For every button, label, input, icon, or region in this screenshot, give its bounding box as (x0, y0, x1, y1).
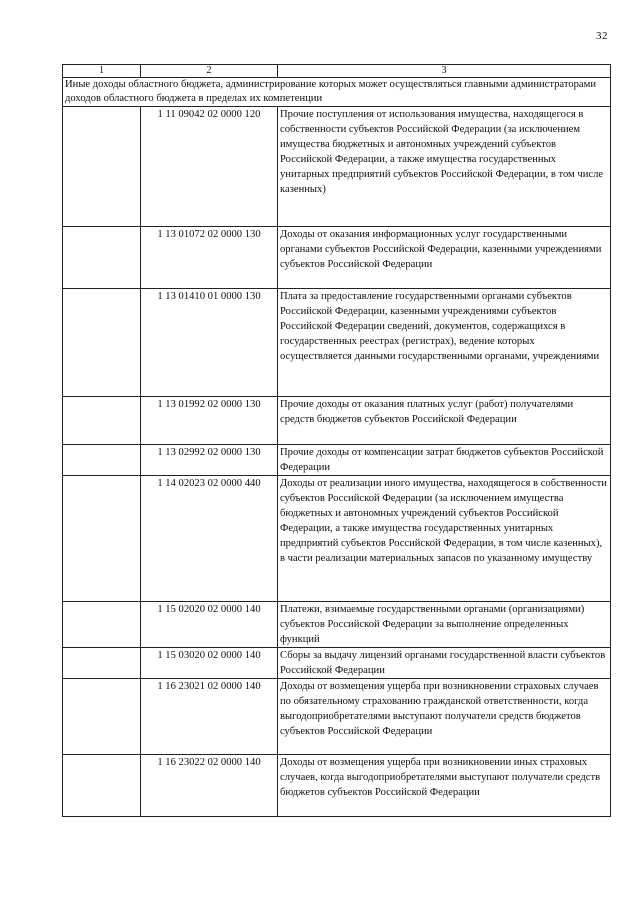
revenue-name-cell: Платежи, взимаемые государственными органами (организациями) субъектов Российской Федерации за выполнение определенных функций (278, 602, 611, 648)
column-number-2: 2 (141, 65, 278, 78)
admin-code-cell (63, 755, 141, 817)
revenue-code-cell: 1 16 23022 02 0000 140 (141, 755, 278, 817)
admin-code-cell (63, 289, 141, 397)
revenue-code-cell: 1 13 01072 02 0000 130 (141, 227, 278, 289)
revenue-name-cell: Прочие поступления от использования имущества, находящегося в собственности субъектов Российской Федерации (за исключением имущества бюджетных и автономных учреждений субъектов Российской Федерации, а также имущества государственных унитарных предприятий субъектов Российской Федерации, в том числе казенных) (278, 107, 611, 227)
revenue-name-cell: Прочие доходы от компенсации затрат бюджетов субъектов Российской Федерации (278, 445, 611, 476)
admin-code-cell (63, 107, 141, 227)
column-number-1: 1 (63, 65, 141, 78)
revenue-name-cell: Сборы за выдачу лицензий органами государственной власти субъектов Российской Федерации (278, 648, 611, 679)
table-row (63, 679, 611, 755)
admin-code-cell (63, 648, 141, 679)
revenue-code-cell: 1 16 23021 02 0000 140 (141, 679, 278, 755)
revenue-name-cell: Плата за предоставление государственными органами субъектов Российской Федерации, казенными учреждениями субъектов Российской Федерации сведений, документов, содержащихся в государственных реестрах (регистрах), ведение которых осуществляется данными государственными органами, учреждениями (278, 289, 611, 397)
revenue-name-cell: Доходы от возмещения ущерба при возникновении иных страховых случаев, когда выгодоприобретателями выступают получатели средств бюджетов субъектов Российской Федерации (278, 755, 611, 817)
table-row (63, 397, 611, 445)
table-row (63, 107, 611, 227)
section-header-row (63, 78, 611, 107)
revenue-table (62, 64, 611, 817)
revenue-code-cell: 1 14 02023 02 0000 440 (141, 476, 278, 602)
revenue-code-cell: 1 13 01410 01 0000 130 (141, 289, 278, 397)
admin-code-cell (63, 445, 141, 476)
revenue-name-cell: Прочие доходы от оказания платных услуг (работ) получателями средств бюджетов субъектов Российской Федерации (278, 397, 611, 445)
table-row (63, 602, 611, 648)
admin-code-cell (63, 476, 141, 602)
table-row (63, 755, 611, 817)
admin-code-cell (63, 679, 141, 755)
revenue-name-cell: Доходы от возмещения ущерба при возникновении страховых случаев по обязательному страхованию гражданской ответственности, когда выгодоприобретателями выступают получатели средств бюджетов субъектов Российской Федерации (278, 679, 611, 755)
page-number: 32 (596, 30, 608, 42)
table-row (63, 227, 611, 289)
section-title: Иные доходы областного бюджета, администрирование которых может осуществляться главными администраторами доходов областного бюджета в пределах их компетенции (63, 78, 611, 107)
table-row (63, 289, 611, 397)
admin-code-cell (63, 397, 141, 445)
revenue-name-cell: Доходы от оказания информационных услуг государственными органами субъектов Российской Федерации, казенными учреждениями субъектов Российской Федерации (278, 227, 611, 289)
column-number-3: 3 (278, 65, 611, 78)
revenue-code-cell: 1 11 09042 02 0000 120 (141, 107, 278, 227)
column-number-row (63, 65, 611, 78)
table-row (63, 445, 611, 476)
revenue-code-cell: 1 15 03020 02 0000 140 (141, 648, 278, 679)
table-row (63, 476, 611, 602)
admin-code-cell (63, 602, 141, 648)
revenue-code-cell: 1 15 02020 02 0000 140 (141, 602, 278, 648)
revenue-name-cell: Доходы от реализации иного имущества, находящегося в собственности субъектов Российской Федерации (за исключением имущества бюджетных и автономных учреждений субъектов Российской Федерации, а также имущества государственных унитарных предприятий субъектов Российской Федерации, в том числе казенных), в части реализации материальных запасов по указанному имуществу (278, 476, 611, 602)
revenue-code-cell: 1 13 01992 02 0000 130 (141, 397, 278, 445)
revenue-code-cell: 1 13 02992 02 0000 130 (141, 445, 278, 476)
admin-code-cell (63, 227, 141, 289)
table-row (63, 648, 611, 679)
